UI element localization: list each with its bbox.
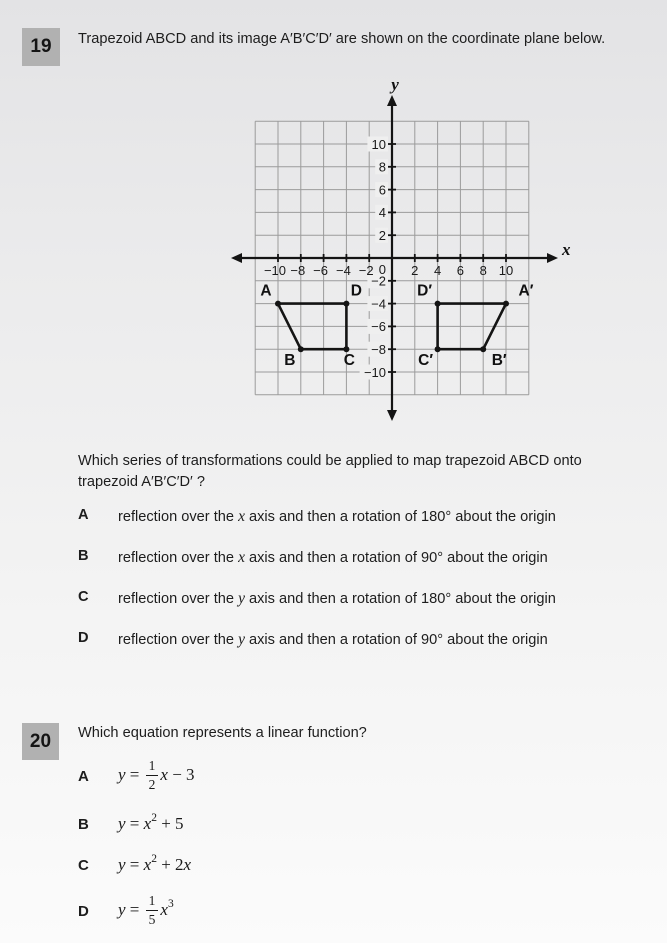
choice-letter: A [78,767,89,785]
choice-20-c [78,853,191,877]
svg-text:B: B [284,352,296,370]
svg-text:−2: −2 [358,263,374,278]
svg-text:C′: C′ [418,352,434,370]
choice-letter: A [78,507,89,523]
question-20-text: Which equation represents a linear function? [78,725,367,741]
svg-text:y: y [391,78,399,94]
choice-19-c [78,589,556,609]
svg-text:A′: A′ [518,282,534,300]
equation: y = $\frac{1}{2}$ x − 3 [118,757,195,792]
svg-text:2: 2 [378,228,386,243]
svg-text:−4: −4 [335,263,351,278]
svg-text:−10: −10 [263,263,287,278]
svg-text:8: 8 [378,159,386,175]
svg-text:4: 4 [378,205,386,221]
svg-text:6: 6 [456,263,465,278]
svg-text:−8: −8 [371,342,386,357]
svg-text:−6: −6 [313,263,329,278]
choice-letter: C [78,856,89,874]
svg-text:B′: B′ [491,352,507,370]
choice-text: reflection over the x axis and then a rotation of 90° about the origin [118,549,548,566]
svg-text:10: 10 [498,263,514,278]
question-19-text-line1: Which series of transformations could be applied to map trapezoid ABCD onto [78,453,582,469]
svg-text:4: 4 [433,263,442,278]
choice-letter: D [78,902,89,920]
svg-text:−4: −4 [371,296,386,312]
svg-text:−8: −8 [290,263,306,278]
svg-text:−2: −2 [371,273,386,289]
choice-letter: C [78,589,89,605]
svg-text:x: x [562,240,571,259]
question-19-text-line2: trapezoid A′B′C′D′ ? [78,474,205,490]
equation: $y = x^2 + 2x$ [118,853,192,874]
svg-text:8: 8 [479,263,487,278]
choice-19-a [78,507,556,527]
choice-20-d [78,888,174,934]
choice-letter: B [78,815,89,833]
choice-letter: B [78,548,89,564]
svg-text:C: C [343,352,356,370]
question-19-number-badge: 19 [22,28,60,66]
choice-19-d [78,630,548,650]
question-19-prompt: Trapezoid ABCD and its image A′B′C′D′ are shown on the coordinate plane below. [78,31,606,47]
svg-text:−10: −10 [363,364,386,380]
svg-text:−6: −6 [371,319,386,335]
choice-text: reflection over the x axis and then a rotation of 180° about the origin [118,508,556,525]
svg-text:A: A [260,282,272,300]
svg-text:0: 0 [378,262,386,277]
svg-text:D: D [350,282,363,300]
equation: $y = x^2 + 5$ [118,812,184,833]
choice-19-b [78,548,548,568]
choice-text: reflection over the y axis and then a rotation of 180° about the origin [118,590,556,607]
choice-20-b [78,812,184,836]
svg-text:2: 2 [411,263,419,278]
question-20-number-badge: 20 [22,723,59,760]
coordinate-plane-figure [228,78,576,428]
choice-letter: D [78,630,89,646]
svg-text:6: 6 [378,182,386,198]
choice-text: reflection over the y axis and then a rotation of 90° about the origin [118,631,548,648]
choice-20-a [78,753,195,799]
equation: y = $\frac{1}{5}$ $x^3$ [118,892,174,927]
svg-text:D′: D′ [417,282,433,300]
svg-text:10: 10 [371,136,386,152]
